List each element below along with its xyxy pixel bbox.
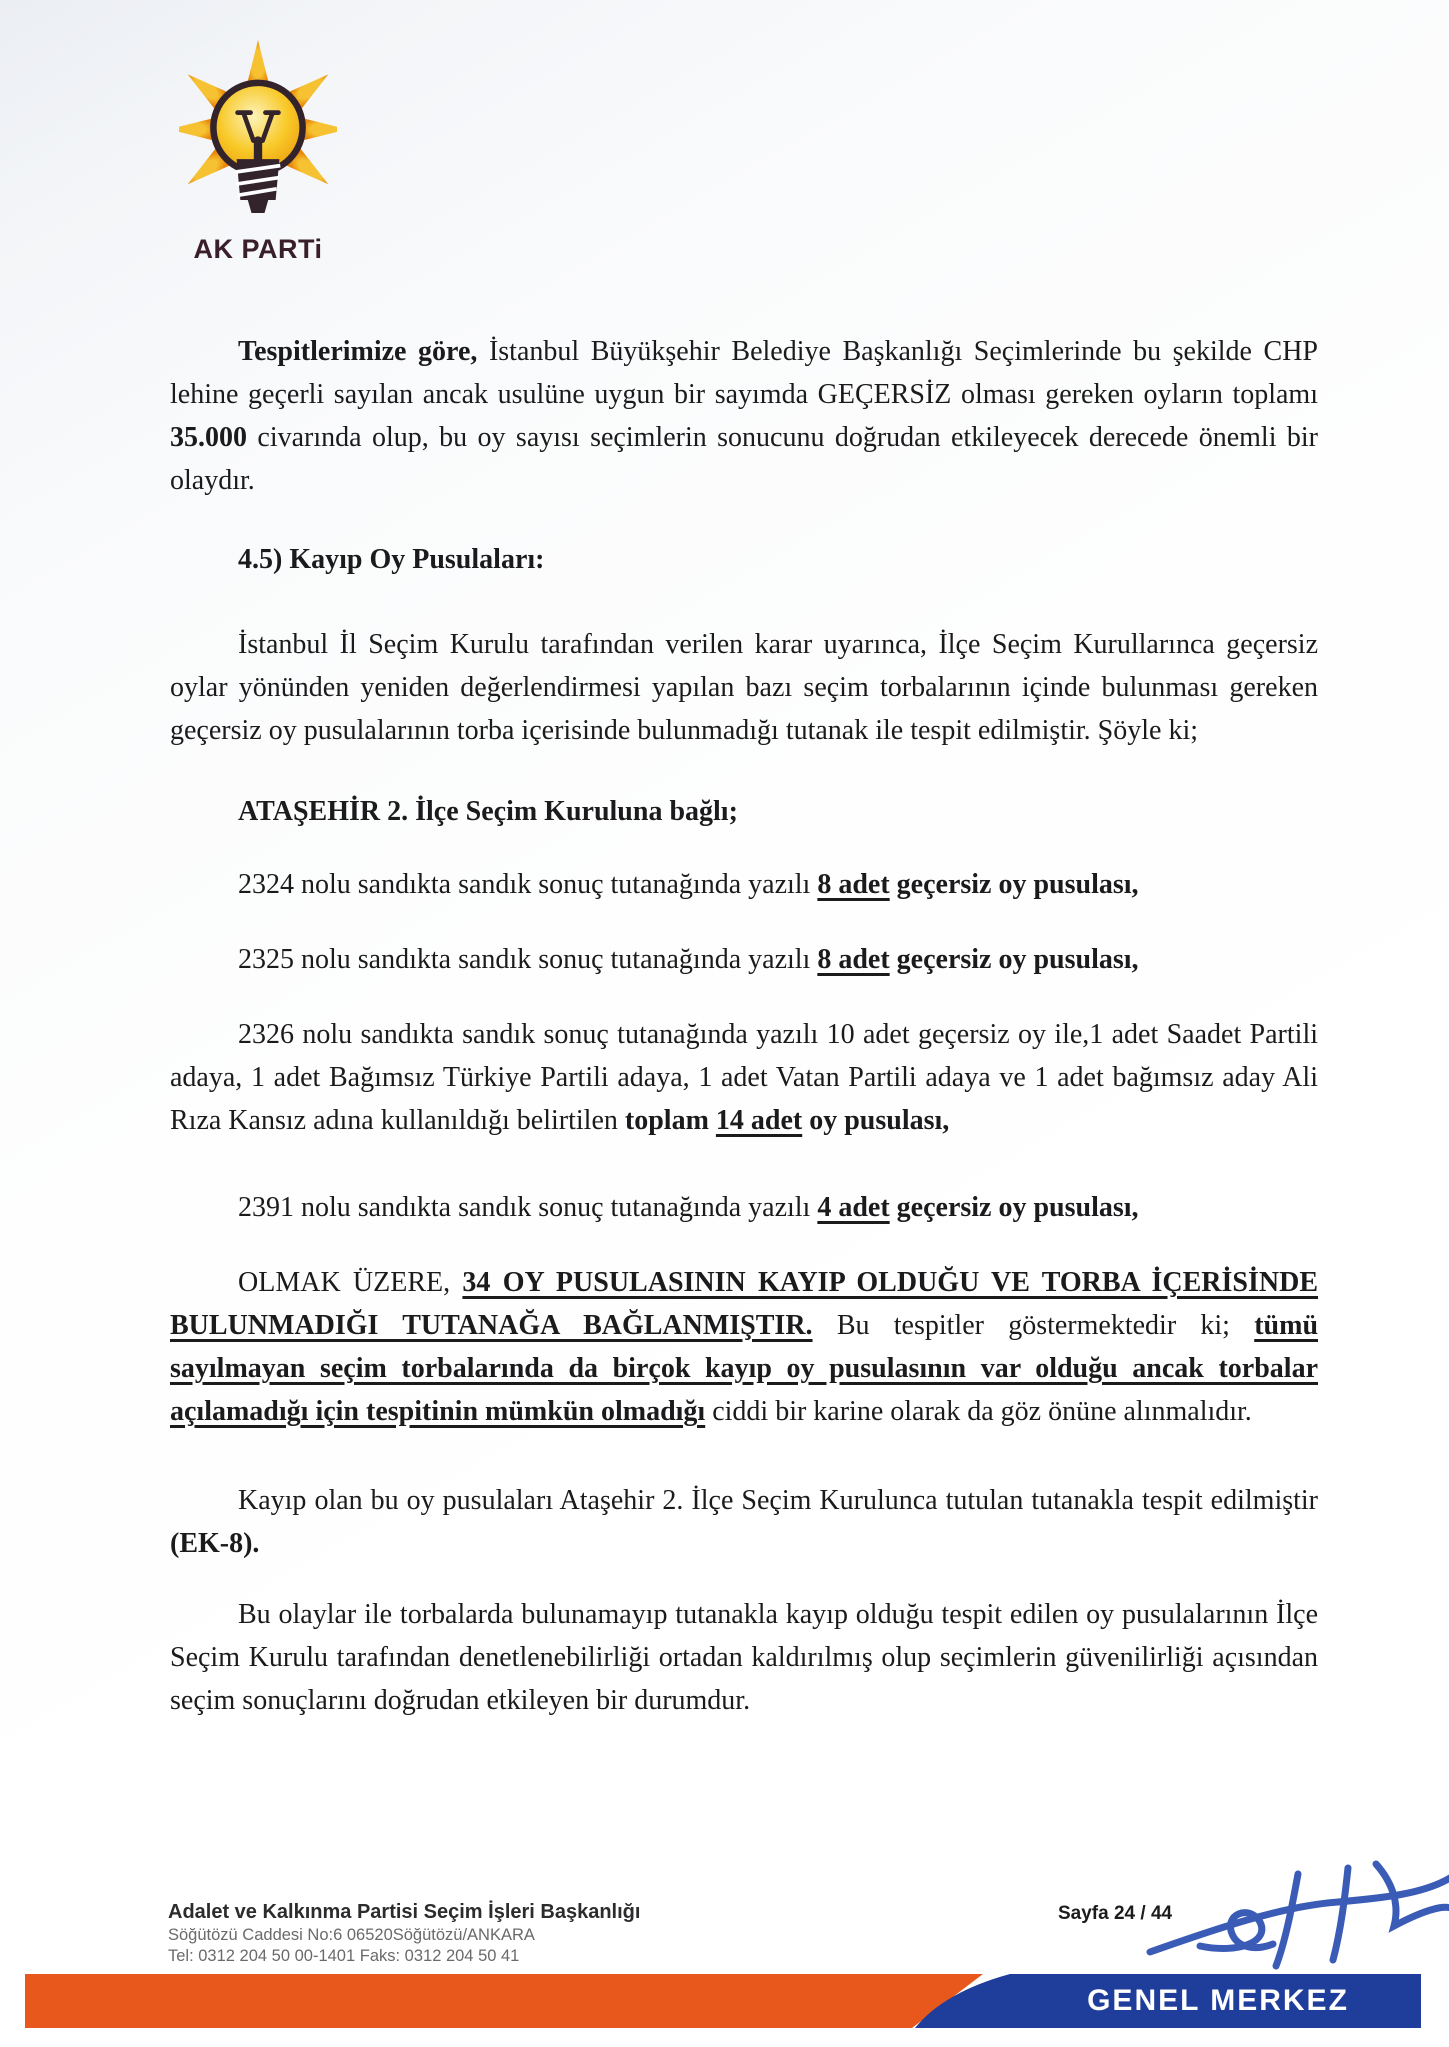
paragraph-board-decision: İstanbul İl Seçim Kurulu tarafından verilen karar uyarınca, İlçe Seçim Kurullarınca geçersiz oylar yönünden yeniden değerlendirmesi yapılan bazı seçim torbalarının içinde bulunması gereken geçersiz oy pusulalarının torba içerisinde bulunmadığı tutanak ile tespit edilmiştir. Şöyle ki; [170,629,1318,746]
text-segment: 2324 nolu sandıkta sandık sonuç tutanağında yazılı [238,869,818,900]
text-segment: 34 OY PUSULASININ KAYIP OLDUĞU VE TORBA İÇERİSİNDE BULUNMADIĞI TUTANAĞA BAĞLANMIŞTIR. [170,1267,1319,1341]
paragraph-findings [170,330,1318,502]
party-name: AK PARTi [193,234,323,264]
party-logo [176,36,340,265]
text-segment: Kayıp olan bu oy pusulaları Ataşehir 2. İlçe Seçim Kurulunca tutulan tutanakla tespit edilmiştir [238,1485,1318,1516]
footer-phone: Tel: 0312 204 50 00-1401 Faks: 0312 204 50 41 [168,1947,520,1965]
text-segment: geçersiz oy pusulası, [889,1192,1139,1223]
text-segment: civarında olup, bu oy sayısı seçimlerin sonucunu doğrudan etkileyecek derecede önemli bir olaydır. [170,422,1318,496]
text-segment: 8 adet [817,869,890,900]
handwritten-signature [1138,1856,1449,1978]
text-segment: 14 adet [715,1105,803,1136]
text-segment: Tespitlerimize göre, [238,336,478,367]
paragraph-annex [170,1479,1318,1565]
orange-bar [25,1974,983,2028]
headquarters-banner: GENEL MERKEZ [1087,1984,1349,2017]
text-segment: 35.000 [170,422,247,453]
footer-contact-block [168,1900,928,1967]
lightbulb-logo-icon [179,36,337,232]
page-number: Sayfa 24 / 44 [1058,1903,1173,1924]
text-segment: 8 adet [817,944,890,975]
text-segment: 2326 nolu sandıkta sandık sonuç tutanağında yazılı 10 adet geçersiz oy ile,1 adet Saadet Partili adaya, 1 adet Bağımsız Türkiye Partili adaya, 1 adet Vatan Partili adaya ve 1 adet bağımsız aday Ali Rıza Kansız adına kullanıldığı belirtilen [170,1019,1318,1136]
text-segment: 2325 nolu sandıkta sandık sonuç tutanağında yazılı [238,944,818,975]
text-segment: OLMAK ÜZERE, [238,1267,463,1298]
text-segment: Bu tespitler göstermektedir ki; [812,1310,1255,1341]
ballot-box-item-2326 [170,1013,1318,1142]
text-segment: ciddi bir karine olarak da göz önüne alınmalıdır. [705,1396,1252,1427]
text-segment: oy pusulası, [802,1105,950,1136]
ballot-box-item-2391 [170,1186,1318,1229]
text-segment: 2391 nolu sandıkta sandık sonuç tutanağında yazılı [238,1192,818,1223]
text-segment: 4 adet [817,1192,890,1223]
section-heading: 4.5) Kayıp Oy Pusulaları: [238,544,545,575]
document-text [170,330,1318,1722]
text-segment: tümü sayılmayan seçim torbalarında da birçok kayıp oy pusulasının var olduğu ancak torbalar açılamadığı için tespitinin mümkün olmadığı [170,1310,1319,1427]
footer-organization: Adalet ve Kalkınma Partisi Seçim İşleri Başkanlığı [168,1901,641,1923]
footer-address: Söğütözü Caddesi No:6 06520Söğütözü/ANKARA [168,1926,535,1944]
district-heading: ATAŞEHİR 2. İlçe Seçim Kuruluna bağlı; [238,796,738,827]
paragraph-reliability: Bu olaylar ile torbalarda bulunamayıp tutanakla kayıp olduğu tespit edilen oy pusulalarının İlçe Seçim Kurulu tarafından denetlenebilirliği ortadan kaldırılmış olup seçimlerin güvenilirliği açısından seçim sonuçlarını doğrudan etkileyen bir durumdur. [170,1599,1318,1716]
ballot-box-item-2325 [170,938,1318,981]
text-segment: İstanbul Büyükşehir Belediye Başkanlığı Seçimlerinde bu şekilde CHP lehine geçerli sayılan ancak usulüne uygun bir sayımda GEÇERSİZ olması gereken oyların toplamı [170,336,1318,410]
text-segment: geçersiz oy pusulası, [889,944,1139,975]
text-segment: geçersiz oy pusulası, [889,869,1139,900]
text-segment: (EK-8). [170,1528,260,1559]
ballot-box-item-2324 [170,863,1318,906]
bulb-base [235,159,281,213]
paragraph-conclusion [170,1261,1318,1433]
text-segment: toplam [624,1105,716,1136]
